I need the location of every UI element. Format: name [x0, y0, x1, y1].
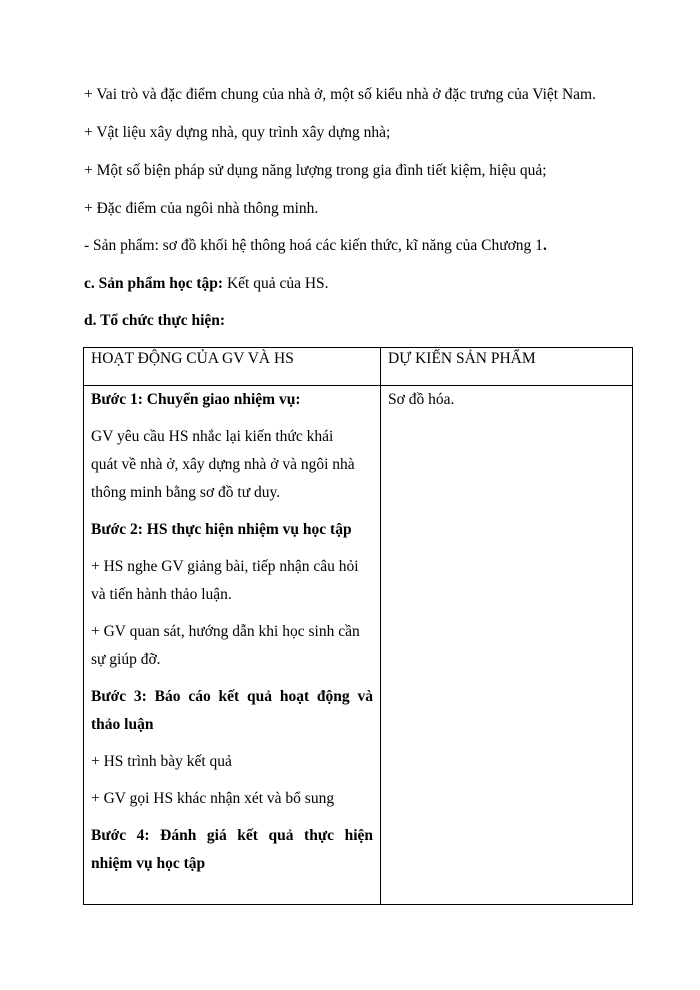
- header-cell-activity: [84, 348, 381, 386]
- section-d-label: d. Tổ chức thực hiện:: [84, 312, 226, 329]
- intro-line-materials: + Vật liệu xây dựng nhà, quy trình xây dựng nhà;: [84, 124, 391, 141]
- step4-title-line: nhiệm vụ học tập: [91, 855, 206, 872]
- section-c-text: Kết quả của HS.: [223, 275, 329, 292]
- table-header-row: [84, 348, 633, 386]
- step1-line: thông minh bằng sơ đồ tư duy.: [91, 484, 281, 501]
- product-line: [84, 236, 547, 256]
- section-c-label: c. Sản phẩm học tập:: [84, 275, 224, 292]
- step2-item-line: sự giúp đỡ.: [91, 651, 161, 668]
- table-row: [84, 386, 633, 905]
- step2-title: Bước 2: HS thực hiện nhiệm vụ học tập: [91, 521, 352, 538]
- product-cell: [381, 386, 633, 905]
- section-c: [84, 274, 329, 294]
- step1-title: Bước 1: Chuyển giao nhiệm vụ:: [91, 391, 301, 408]
- activity-cell: [84, 386, 381, 905]
- step4-title: [91, 822, 373, 878]
- step2-item-line: + GV quan sát, hướng dẫn khi học sinh cần: [91, 623, 360, 640]
- step2-item: [91, 553, 373, 609]
- step1-line: quát về nhà ở, xây dựng nhà ở và ngôi nhà: [91, 456, 355, 473]
- header-product: DỰ KIẾN SẢN PHẨM: [388, 350, 536, 367]
- intro-line-roles: + Vai trò và đặc điểm chung của nhà ở, một số kiểu nhà ở đặc trưng của Việt Nam.: [84, 86, 596, 103]
- step3-title: [91, 683, 373, 739]
- product-line-text: - Sản phẩm: sơ đồ khối hệ thông hoá các kiến thức, kĩ năng của Chương 1: [84, 237, 543, 254]
- step4-title-line: Bước 4: Đánh giá kết quả thực hiện: [91, 827, 373, 844]
- step2-item-line: + HS nghe GV giảng bài, tiếp nhận câu hỏi: [91, 558, 359, 575]
- step1-line: GV yêu cầu HS nhắc lại kiến thức khái: [91, 428, 334, 445]
- step2-item: [91, 618, 373, 674]
- step3-item: + HS trình bày kết quả: [91, 753, 232, 770]
- activity-table: [83, 347, 633, 905]
- intro-line-energy: + Một số biện pháp sử dụng năng lượng trong gia đình tiết kiệm, hiệu quả;: [84, 162, 547, 179]
- step3-item: + GV gọi HS khác nhận xét và bổ sung: [91, 790, 335, 807]
- product-line-end: .: [542, 237, 547, 254]
- step1-body: [91, 423, 373, 507]
- intro-line-smart-home: + Đặc điểm của ngôi nhà thông minh.: [84, 200, 319, 217]
- header-cell-product: [381, 348, 633, 386]
- header-activity: HOẠT ĐỘNG CỦA GV VÀ HS: [91, 350, 294, 367]
- step3-title-line: thảo luận: [91, 716, 154, 733]
- step2-item-line: và tiến hành thảo luận.: [91, 586, 232, 603]
- product-text: Sơ đồ hóa.: [388, 391, 455, 408]
- step3-title-line: Bước 3: Báo cáo kết quả hoạt động và: [91, 688, 373, 705]
